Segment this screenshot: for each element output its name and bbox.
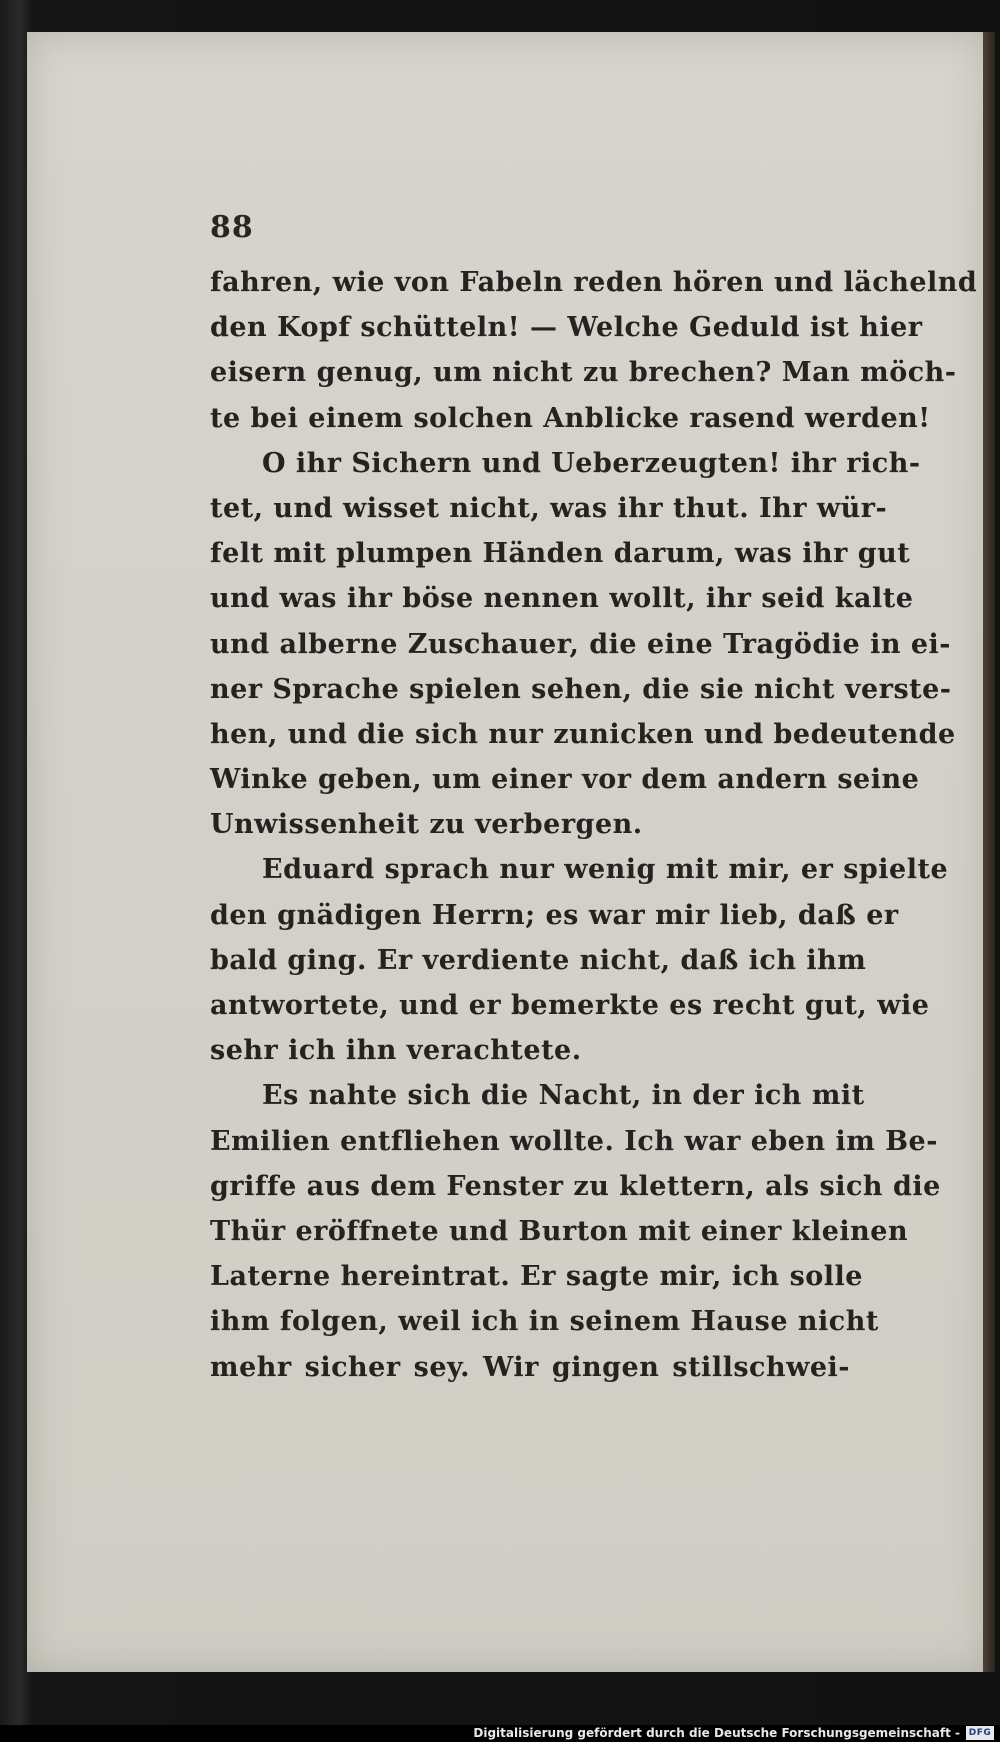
text-line: sehr ich ihn verachtete. — [210, 1035, 582, 1067]
body-text — [210, 260, 978, 1390]
text-line: Es nahte sich die Nacht, in der ich mit — [262, 1080, 865, 1112]
text-line: fahren, wie von Fabeln reden hören und lächelnd — [210, 267, 978, 298]
text-line: und alberne Zuschauer, die eine Tragödie in ei- — [210, 628, 951, 660]
text-line: den Kopf schütteln! — Welche Geduld ist hier — [210, 312, 923, 344]
text-line: mehr sicher sey. Wir gingen stillschwei- — [210, 1351, 850, 1383]
text-line: Eduard sprach nur wenig mit mir, er spielte — [262, 854, 949, 886]
text-line: Emilien entfliehen wollte. Ich war eben im Be- — [210, 1125, 938, 1157]
text-line: eisern genug, um nicht zu brechen? Man möch- — [210, 357, 957, 389]
text-line: Laterne hereintrat. Er sagte mir, ich solle — [210, 1261, 863, 1293]
page-number: 88 — [210, 210, 254, 245]
digitization-credit: Digitalisierung gefördert durch die Deutsche Forschungsgemeinschaft - — [473, 1726, 960, 1740]
text-line: und was ihr böse nennen wollt, ihr seid kalte — [210, 583, 914, 615]
text-line: ihm folgen, weil ich in seinem Hause nicht — [210, 1306, 879, 1338]
text-line: hen, und die sich nur zunicken und bedeutende — [210, 718, 956, 750]
text-line: te bei einem solchen Anblicke rasend werden! — [210, 402, 931, 434]
text-line: antwortete, und er bemerkte es recht gut, wie — [210, 990, 930, 1021]
text-line: felt mit plumpen Händen darum, was ihr gut — [210, 538, 911, 570]
page-edge — [983, 32, 995, 1672]
text-line: griffe aus dem Fenster zu klettern, als sich die — [210, 1170, 941, 1202]
dfg-logo: DFG — [966, 1726, 994, 1740]
text-line: ner Sprache spielen sehen, die sie nicht verste- — [210, 673, 952, 705]
text-line: Unwissenheit zu verbergen. — [210, 809, 643, 841]
text-line: bald ging. Er verdiente nicht, daß ich ihm — [210, 944, 867, 976]
text-line: tet, und wisset nicht, was ihr thut. Ihr wür- — [210, 492, 888, 524]
text-line: O ihr Sichern und Ueberzeugten! ihr rich- — [262, 447, 921, 479]
text-line: den gnädigen Herrn; es war mir lieb, daß er — [210, 899, 899, 931]
text-line: Thür eröffnete und Burton mit einer kleinen — [210, 1215, 909, 1247]
text-line: Winke geben, um einer vor dem andern seine — [210, 764, 920, 796]
